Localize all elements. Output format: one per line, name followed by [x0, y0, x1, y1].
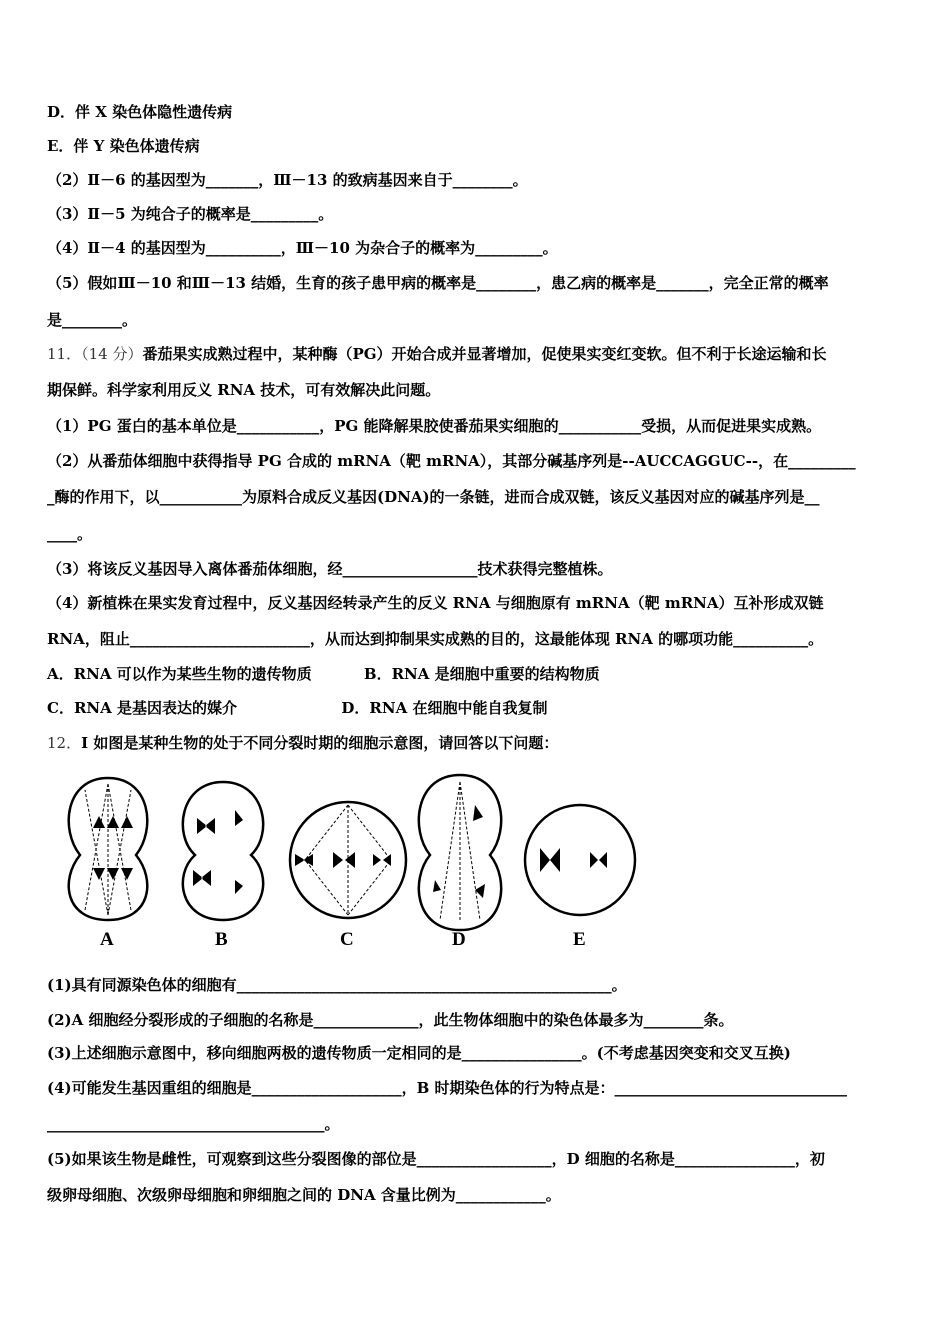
question-10-5-cont: 是________。	[47, 311, 138, 329]
cell-c	[290, 802, 406, 918]
cell-d	[419, 775, 501, 930]
question-11-3: （3）将该反义基因导入离体番茄体细胞，经__________________技术获得完整植株。	[47, 560, 613, 578]
question-12-4-cont: _____________________________________。	[47, 1115, 340, 1133]
options-cd: C．RNA 是基因表达的媒介 D．RNA 在细胞中能自我复制	[47, 699, 548, 717]
stem-text: I 如图是某种生物的处于不同分裂时期的细胞示意图，请回答以下问题：	[81, 734, 559, 752]
question-12-5-cont: 级卵母细胞、次级卵母细胞和卵细胞之间的 DNA 含量比例为____________。	[47, 1186, 561, 1204]
question-11-1: （1）PG 蛋白的基本单位是___________，PG 能降解果胶使番茄果实细胞的___________受损，从而促进果实成熟。	[47, 417, 822, 435]
question-10-3: （3）Ⅱ－5 为纯合子的概率是_________。	[47, 205, 334, 223]
question-11-2: （2）从番茄体细胞中获得指导 PG 合成的 mRNA（靶 mRNA），其部分碱基序列是--AUCCAGGUC--，在_________	[47, 452, 856, 470]
question-11-stem-cont: 期保鲜。科学家利用反义 RNA 技术，可有效解决此问题。	[47, 381, 441, 399]
option-e: E．伴 Y 染色体遗传病	[47, 137, 200, 155]
question-12-1: (1)具有同源染色体的细胞有__________________________________________________。	[47, 976, 627, 994]
question-10-2: （2）Ⅱ－6 的基因型为_______，Ⅲ－13 的致病基因来自于________。	[47, 171, 528, 189]
question-11-2-cont2: ____。	[47, 525, 93, 543]
question-12-stem	[47, 733, 558, 753]
question-11-4: （4）新植株在果实发育过程中，反义基因经转录产生的反义 RNA 与细胞原有 mRNA（靶 mRNA）互补形成双链	[47, 594, 824, 612]
cell-division-figure	[55, 770, 655, 955]
label-c: C	[340, 929, 354, 950]
stem-text: 番茄果实成熟过程中，某种酶（PG）开始合成并显著增加，促使果实变红变软。但不利于长途运输和长	[142, 345, 827, 363]
question-10-5: （5）假如Ⅲ－10 和Ⅲ－13 结婚，生育的孩子患甲病的概率是________，患乙病的概率是_______，完全正常的概率	[47, 274, 829, 292]
cell-e	[525, 805, 635, 915]
label-b: B	[215, 929, 228, 950]
label-a: A	[100, 929, 114, 950]
question-12-3: (3)上述细胞示意图中，移向细胞两极的遗传物质一定相同的是________________。(不考虑基因突变和交叉互换)	[47, 1044, 791, 1062]
question-number: 11．（14 分）	[47, 345, 143, 363]
question-12-5: (5)如果该生物是雌性，可观察到这些分裂图像的部位是__________________，D 细胞的名称是________________，初	[47, 1150, 825, 1168]
question-10-4: （4）Ⅱ－4 的基因型为__________，Ⅲ－10 为杂合子的概率为_________。	[47, 239, 558, 257]
cell-a	[69, 778, 148, 920]
label-d: D	[452, 929, 466, 950]
question-11-4-cont: RNA，阻止________________________，从而达到抑制果实成熟的目的，这最能体现 RNA 的哪项功能__________。	[47, 630, 824, 648]
option-d: D．伴 X 染色体隐性遗传病	[47, 103, 233, 121]
question-12-4: (4)可能发生基因重组的细胞是____________________，B 时期染色体的行为特点是：_______________________________	[47, 1079, 848, 1097]
question-number: 12．	[47, 734, 82, 752]
options-ab: A．RNA 可以作为某些生物的遗传物质 B．RNA 是细胞中重要的结构物质	[47, 665, 600, 683]
question-11-2-cont: _酶的作用下，以___________为原料合成反义基因(DNA)的一条链，进而合成双链，该反义基因对应的碱基序列是__	[47, 488, 820, 506]
cell-b	[183, 782, 263, 920]
question-11-stem	[47, 344, 827, 364]
label-e: E	[573, 929, 586, 950]
question-12-2: (2)A 细胞经分裂形成的子细胞的名称是______________，此生物体细胞中的染色体最多为________条。	[47, 1011, 734, 1029]
